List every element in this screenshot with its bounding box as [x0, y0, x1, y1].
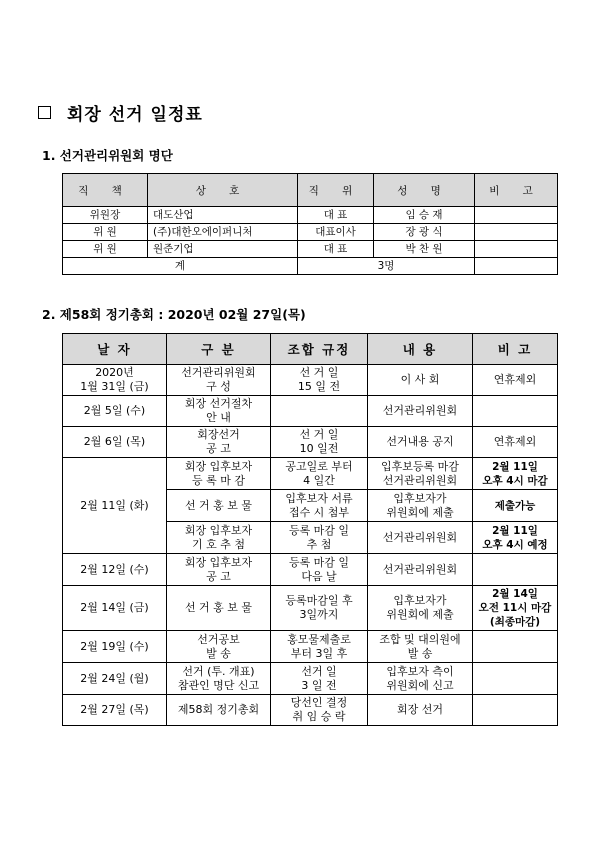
- page-title-text: 회장 선거 일정표: [67, 105, 203, 125]
- header-position: 직 책: [63, 174, 148, 207]
- table-row: [63, 458, 558, 490]
- cell-title: 대 표: [298, 207, 374, 224]
- cell-type: [167, 365, 271, 396]
- cell-line: 2020년: [95, 366, 134, 379]
- cell-line: 선거관리위원회: [181, 366, 256, 379]
- cell-rule: [271, 427, 368, 458]
- cell-rule: [271, 554, 368, 586]
- table-row: [63, 663, 558, 695]
- cell-note: [475, 207, 558, 224]
- cell-line: 회장 선거: [396, 703, 443, 716]
- cell-line: 2월 27일 (목): [80, 703, 149, 716]
- cell-content: [368, 586, 473, 631]
- cell-content: [368, 695, 473, 726]
- cell-note: [473, 427, 558, 458]
- cell-line: 이 사 회: [400, 373, 440, 386]
- cell-type: [167, 663, 271, 695]
- cell-date: [63, 365, 167, 396]
- cell-content: [368, 490, 473, 522]
- total-label: 계: [63, 258, 298, 275]
- cell-line: 선거관리위원회: [382, 404, 458, 417]
- cell-line: 2월 11일 (화): [80, 498, 149, 512]
- header-title: 직 위: [298, 174, 374, 207]
- cell-line: 위원회에 신고: [386, 678, 454, 692]
- cell-rule: [271, 695, 368, 726]
- table-row: [63, 695, 558, 726]
- cell-type: [167, 631, 271, 663]
- cell-line: 추 첨: [306, 537, 332, 551]
- cell-line: 제출가능: [494, 499, 536, 512]
- cell-line: 등록 마감 일: [288, 555, 350, 569]
- cell-note: [473, 490, 558, 522]
- cell-line: 2월 24일 (월): [80, 671, 149, 685]
- cell-line: 4 일간: [303, 473, 335, 487]
- cell-date: [63, 396, 167, 427]
- cell-name: 박 찬 원: [374, 241, 475, 258]
- header-note: 비 고: [475, 174, 558, 207]
- cell-date: [63, 663, 167, 695]
- cell-line: 취 임 승 락: [292, 710, 346, 723]
- cell-type: [167, 586, 271, 631]
- cell-date: [63, 695, 167, 726]
- cell-line: 발 송: [206, 646, 231, 660]
- cell-line: 위원회에 제출: [386, 505, 454, 519]
- table-row: [63, 365, 558, 396]
- cell-note: [473, 554, 558, 586]
- cell-line: 선 거 일: [299, 428, 339, 441]
- cell-line: 입후보자가: [393, 491, 447, 505]
- cell-line: (최종마감): [489, 616, 541, 628]
- cell-line: 선거공보: [197, 632, 240, 646]
- cell-line: 공 고: [206, 442, 231, 455]
- committee-header-row: [63, 174, 558, 207]
- cell-content: [368, 365, 473, 396]
- cell-note: [473, 663, 558, 695]
- cell-line: 회장 입후보자: [184, 555, 253, 569]
- cell-rule: [271, 522, 368, 554]
- table-row: [63, 586, 558, 631]
- cell-line: 기 호 추 첨: [192, 537, 245, 551]
- cell-line: 선거관리위원회: [382, 530, 458, 544]
- cell-line: 위원회에 제출: [386, 608, 454, 621]
- cell-company: 대도산업: [148, 207, 298, 224]
- cell-line: 10 일전: [299, 442, 339, 455]
- cell-content: [368, 458, 473, 490]
- cell-rule: [271, 458, 368, 490]
- cell-type: [167, 490, 271, 522]
- cell-content: [368, 631, 473, 663]
- cell-line: 부터 3일 후: [290, 646, 348, 660]
- cell-line: 참관인 명단 신고: [177, 678, 260, 692]
- total-note: [475, 258, 558, 275]
- cell-line: 안 내: [206, 411, 231, 424]
- cell-content: [368, 663, 473, 695]
- cell-company: 원준기업: [148, 241, 298, 258]
- cell-note: [475, 241, 558, 258]
- cell-line: 회장 입후보자: [184, 523, 253, 537]
- cell-note: [473, 396, 558, 427]
- cell-rule: [271, 631, 368, 663]
- cell-content: [368, 554, 473, 586]
- header-category: 구 분: [167, 334, 271, 365]
- cell-line: 2월 11일: [492, 460, 538, 473]
- cell-type: [167, 396, 271, 427]
- table-row: [63, 554, 558, 586]
- cell-line: 연휴제외: [493, 373, 537, 386]
- cell-line: 선거관리위원회: [382, 562, 458, 576]
- table-row: [63, 631, 558, 663]
- section1-heading: 1. 선거관리위원회 명단: [42, 148, 173, 163]
- table-row: [63, 207, 558, 224]
- cell-position: 위원장: [63, 207, 148, 224]
- header-name: 성 명: [374, 174, 475, 207]
- header-company: 상 호: [148, 174, 298, 207]
- cell-line: 등 록 마 감: [192, 473, 245, 487]
- cell-rule: [271, 490, 368, 522]
- cell-line: 2월 12일 (수): [80, 562, 149, 576]
- cell-line: 오후 4시 예정: [482, 538, 548, 551]
- cell-note: [473, 365, 558, 396]
- total-row: [63, 258, 558, 275]
- cell-note: [475, 224, 558, 241]
- page-title: [38, 100, 203, 125]
- cell-line: 입후보자 서류: [285, 491, 353, 505]
- cell-type: [167, 695, 271, 726]
- cell-date: [63, 554, 167, 586]
- cell-note: [473, 695, 558, 726]
- cell-rule: [271, 663, 368, 695]
- cell-line: 오후 4시 마감: [482, 474, 548, 487]
- cell-type: [167, 427, 271, 458]
- cell-line: 오전 11시 마감: [478, 602, 552, 614]
- cell-line: 선 거 일: [299, 366, 339, 379]
- header-rule: 조합 규정: [271, 334, 368, 365]
- cell-line: 다음 날: [301, 569, 337, 583]
- cell-line: 당선인 결정: [290, 696, 348, 709]
- cell-line: 공 고: [206, 569, 231, 583]
- cell-line: 접수 시 첨부: [288, 505, 350, 519]
- cell-line: 선 거 홍 보 물: [184, 498, 253, 512]
- schedule-header-row: [63, 334, 558, 365]
- cell-note: [473, 586, 558, 631]
- cell-line: 선거 (투. 개표): [182, 664, 255, 678]
- cell-content: [368, 522, 473, 554]
- schedule-body: [63, 365, 558, 726]
- cell-line: 홍모물제출로: [287, 632, 351, 646]
- schedule-table: [62, 333, 558, 726]
- cell-line: 입후보자 측이: [386, 664, 454, 678]
- cell-line: 발 송: [407, 646, 433, 660]
- cell-line: 입후보등록 마감: [381, 459, 459, 473]
- cell-date: [63, 458, 167, 554]
- cell-line: 2월 5일 (수): [83, 404, 146, 417]
- cell-line: 2월 6일 (목): [83, 435, 146, 448]
- cell-date: [63, 586, 167, 631]
- cell-line: 3일까지: [299, 608, 339, 621]
- cell-line: 등록 마감 일: [288, 523, 350, 537]
- cell-note: [473, 522, 558, 554]
- cell-line: 공고일로 부터: [285, 459, 353, 473]
- cell-type: [167, 522, 271, 554]
- cell-line: 선거내용 공지: [386, 435, 454, 448]
- cell-position: 위 원: [63, 224, 148, 241]
- table-row: [63, 427, 558, 458]
- cell-line: 선거관리위원회: [382, 473, 458, 487]
- cell-line: 2월 14일 (금): [80, 601, 149, 614]
- cell-name: 임 승 재: [374, 207, 475, 224]
- cell-line: 연휴제외: [493, 435, 537, 448]
- header-date: 날 자: [63, 334, 167, 365]
- cell-line: 입후보자가: [393, 594, 447, 607]
- cell-note: [473, 458, 558, 490]
- cell-type: [167, 554, 271, 586]
- cell-title: 대 표: [298, 241, 374, 258]
- cell-line: 회장 입후보자: [184, 459, 253, 473]
- cell-line: 15 일 전: [297, 380, 341, 393]
- cell-line: 회장 선거절차: [184, 397, 253, 410]
- cell-rule: [271, 365, 368, 396]
- cell-line: 등록마감일 후: [285, 594, 353, 607]
- cell-line: 회장선거: [197, 428, 240, 441]
- cell-rule: [271, 586, 368, 631]
- cell-line: 3 일 전: [301, 678, 337, 692]
- cell-position: 위 원: [63, 241, 148, 258]
- cell-line: 제58회 정기총회: [177, 703, 260, 716]
- cell-line: 2월 19일 (수): [80, 639, 149, 653]
- header-content: 내 용: [368, 334, 473, 365]
- cell-title: 대표이사: [298, 224, 374, 241]
- table-row: [63, 241, 558, 258]
- cell-line: 2월 11일: [492, 524, 538, 537]
- cell-type: [167, 458, 271, 490]
- cell-line: 선 거 홍 보 물: [184, 601, 253, 614]
- total-value: 3명: [298, 258, 475, 275]
- table-row: [63, 224, 558, 241]
- cell-line: 1월 31일 (금): [80, 380, 149, 393]
- header-note: 비 고: [473, 334, 558, 365]
- cell-line: 구 성: [206, 380, 231, 393]
- cell-content: [368, 396, 473, 427]
- cell-company: (주)대한오에이퍼니처: [148, 224, 298, 241]
- committee-table: [62, 173, 558, 275]
- cell-line: 조합 및 대의원에: [379, 632, 461, 646]
- cell-date: [63, 427, 167, 458]
- cell-rule: [271, 396, 368, 427]
- table-row: [63, 396, 558, 427]
- checkbox-square-icon: [38, 106, 51, 119]
- cell-line: 선거 일: [301, 664, 337, 678]
- cell-name: 장 광 식: [374, 224, 475, 241]
- section2-heading: 2. 제58회 정기총회 : 2020년 02월 27일(목): [42, 307, 306, 322]
- cell-note: [473, 631, 558, 663]
- cell-content: [368, 427, 473, 458]
- cell-line: 2월 14일: [492, 588, 538, 600]
- cell-date: [63, 631, 167, 663]
